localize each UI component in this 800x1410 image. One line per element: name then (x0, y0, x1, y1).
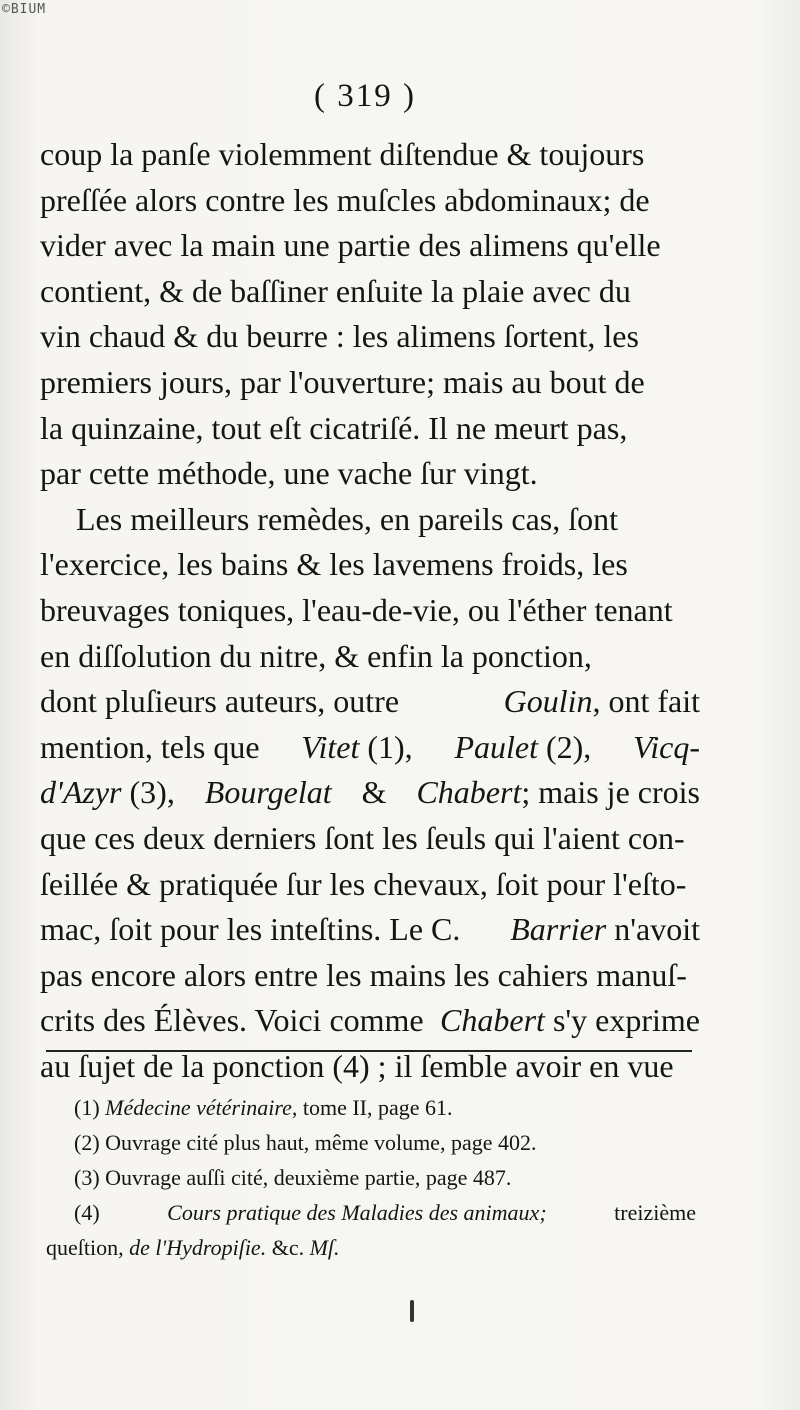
text-line: dont pluſieurs auteurs, outre Goulin, ont fait (40, 683, 700, 720)
text-line: que ces deux derniers ſont les ſeuls qui l'aient con- (40, 819, 685, 856)
cited-work-title: Médecine vétérinaire (105, 1095, 292, 1120)
text-line: premiers jours, par l'ouverture; mais au bout de (40, 363, 645, 400)
text-line: la quinzaine, tout eſt cicatriſé. Il ne meurt pas, (40, 409, 628, 446)
text-line: mac, ſoit pour les inteſtins. Le C. Barrier n'avoit (40, 911, 700, 948)
text-line: contient, & de baſſiner enſuite la plaie avec du (40, 272, 631, 309)
author-name: Bourgelat (204, 774, 332, 811)
text-line: en diſſolution du nitre, & enfin la ponction, (40, 637, 592, 674)
text-line: crits des Élèves. Voici comme Chabert s'y exprime (40, 1002, 700, 1039)
author-name: Barrier (510, 911, 607, 948)
text-line: mention, tels que Vitet (1), Paulet (2), Vicq- (40, 725, 700, 771)
paragraph-start-line: Les meilleurs remèdes, en pareils cas, ſont (76, 500, 619, 537)
watermark-label: ©BIUM (2, 2, 47, 17)
footnotes (46, 1090, 696, 1265)
text-line: coup la panſe violemment diſtendue & toujours (40, 136, 645, 172)
text-line: breuvages toniques, l'eau-de-vie, ou l'éther tenant (40, 591, 673, 628)
text-line: ſeillée & pratiquée ſur les chevaux, ſoit pour l'eſto- (40, 865, 687, 902)
text-line: par cette méthode, une vache ſur vingt. (40, 455, 538, 492)
footnote-2: (2) Ouvrage cité plus haut, même volume, page 402. (74, 1130, 537, 1155)
footnote-1: (1) Médecine vétérinaire, tome II, page 61. (74, 1095, 453, 1120)
text-line: l'exercice, les bains & les lavemens froids, les (40, 546, 628, 583)
text-line: pas encore alors entre les mains les cahiers manuſ- (40, 956, 687, 993)
body-text (40, 132, 700, 1089)
author-name: Goulin (503, 683, 593, 720)
text-line: preſſée alors contre les muſcles abdominaux; de (40, 181, 650, 218)
text-line: d'Azyr (3), Bourgelat & Chabert; mais je crois (40, 770, 700, 816)
footnote-3: (3) Ouvrage auſſi cité, deuxième partie, page 487. (74, 1165, 512, 1190)
author-name: d'Azyr (40, 774, 122, 811)
text-line: vider avec la main une partie des alimens qu'elle (40, 227, 661, 264)
author-name: Paulet (454, 728, 538, 765)
author-name: Chabert (416, 774, 522, 811)
footnote-4-continued: queſtion, de l'Hydropiſie. &c. Mſ. (46, 1235, 340, 1260)
footnote-4: (4) Cours pratique des Maladies des animaux; treizième (46, 1195, 696, 1230)
author-name: Vitet (301, 728, 360, 765)
author-name: Vicq- (633, 728, 700, 765)
footnote-divider (46, 1050, 692, 1052)
ink-mark (410, 1300, 414, 1322)
cited-work-title: Cours pratique des Maladies des animaux; (167, 1200, 547, 1225)
text-line: vin chaud & du beurre : les alimens ſortent, les (40, 318, 639, 355)
page-number: ( 319 ) (314, 78, 416, 114)
text-line: au ſujet de la ponction (4) ; il ſemble avoir en vue (40, 1047, 674, 1084)
author-name: Chabert (440, 1002, 545, 1039)
